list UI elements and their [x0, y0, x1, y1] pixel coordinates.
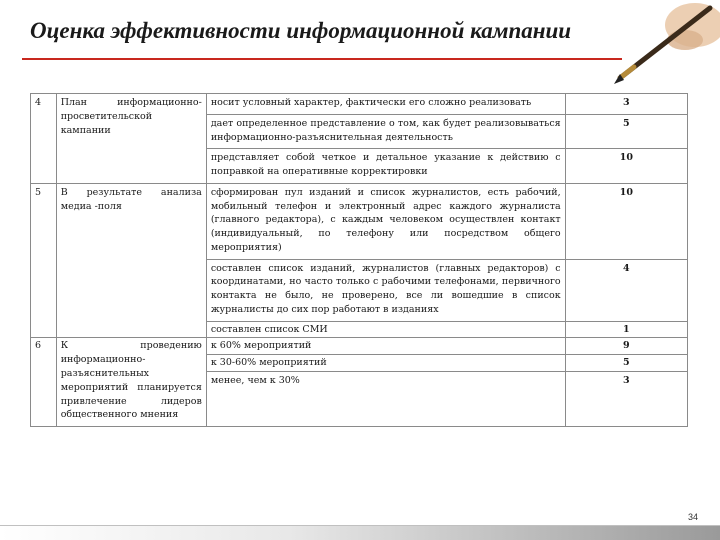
option-cell: к 60% мероприятий [206, 338, 565, 355]
criterion-cell: К проведению информационно-разъяснительных мероприятий планируется привлечение лидеров общественного мнения [56, 338, 206, 427]
title-underline [22, 58, 622, 60]
score-cell: 3 [565, 372, 687, 427]
score-cell: 3 [565, 94, 687, 115]
row-number: 4 [31, 94, 57, 184]
row-number: 5 [31, 183, 57, 338]
row-number: 6 [31, 338, 57, 427]
page-title: Оценка эффективности информационной кампании [30, 18, 572, 43]
score-cell: 10 [565, 183, 687, 259]
option-cell: составлен список изданий, журналистов (главных редакторов) с координатами, но часто только с рабочими телефонами, первичного контакта не было, не проверено, все ли вошедшие в список журналисты до сих пор работают в изданиях [206, 259, 565, 321]
criterion-cell: План информационно-просветительской кампании [56, 94, 206, 184]
score-cell: 5 [565, 114, 687, 149]
option-cell: дает определенное представление о том, как будет реализовываться информационно-разъяснительная деятельность [206, 114, 565, 149]
option-cell: сформирован пул изданий и список журналистов, есть рабочий, мобильный телефон и электронный адрес каждого журналиста (главного редактора), с каждым человеком осуществлен контакт (индивидуальный, по телефону или посредством общего мероприятия) [206, 183, 565, 259]
table-row [31, 338, 688, 355]
option-cell: составлен список СМИ [206, 321, 565, 338]
score-cell: 10 [565, 149, 687, 184]
option-cell: носит условный характер, фактически его сложно реализовать [206, 94, 565, 115]
score-cell: 1 [565, 321, 687, 338]
score-cell: 4 [565, 259, 687, 321]
footer-bar [0, 526, 720, 540]
score-cell: 9 [565, 338, 687, 355]
option-cell: представляет собой четкое и детальное указание к действию с поправкой на оперативные корректировки [206, 149, 565, 184]
score-cell: 5 [565, 355, 687, 372]
pen-icon [600, 0, 720, 90]
table-row [31, 183, 688, 259]
table-row [31, 94, 688, 115]
option-cell: менее, чем к 30% [206, 372, 565, 427]
criterion-cell: В результате анализа медиа -поля [56, 183, 206, 338]
option-cell: к 30-60% мероприятий [206, 355, 565, 372]
evaluation-table [30, 93, 688, 427]
page-number: 34 [687, 512, 698, 522]
